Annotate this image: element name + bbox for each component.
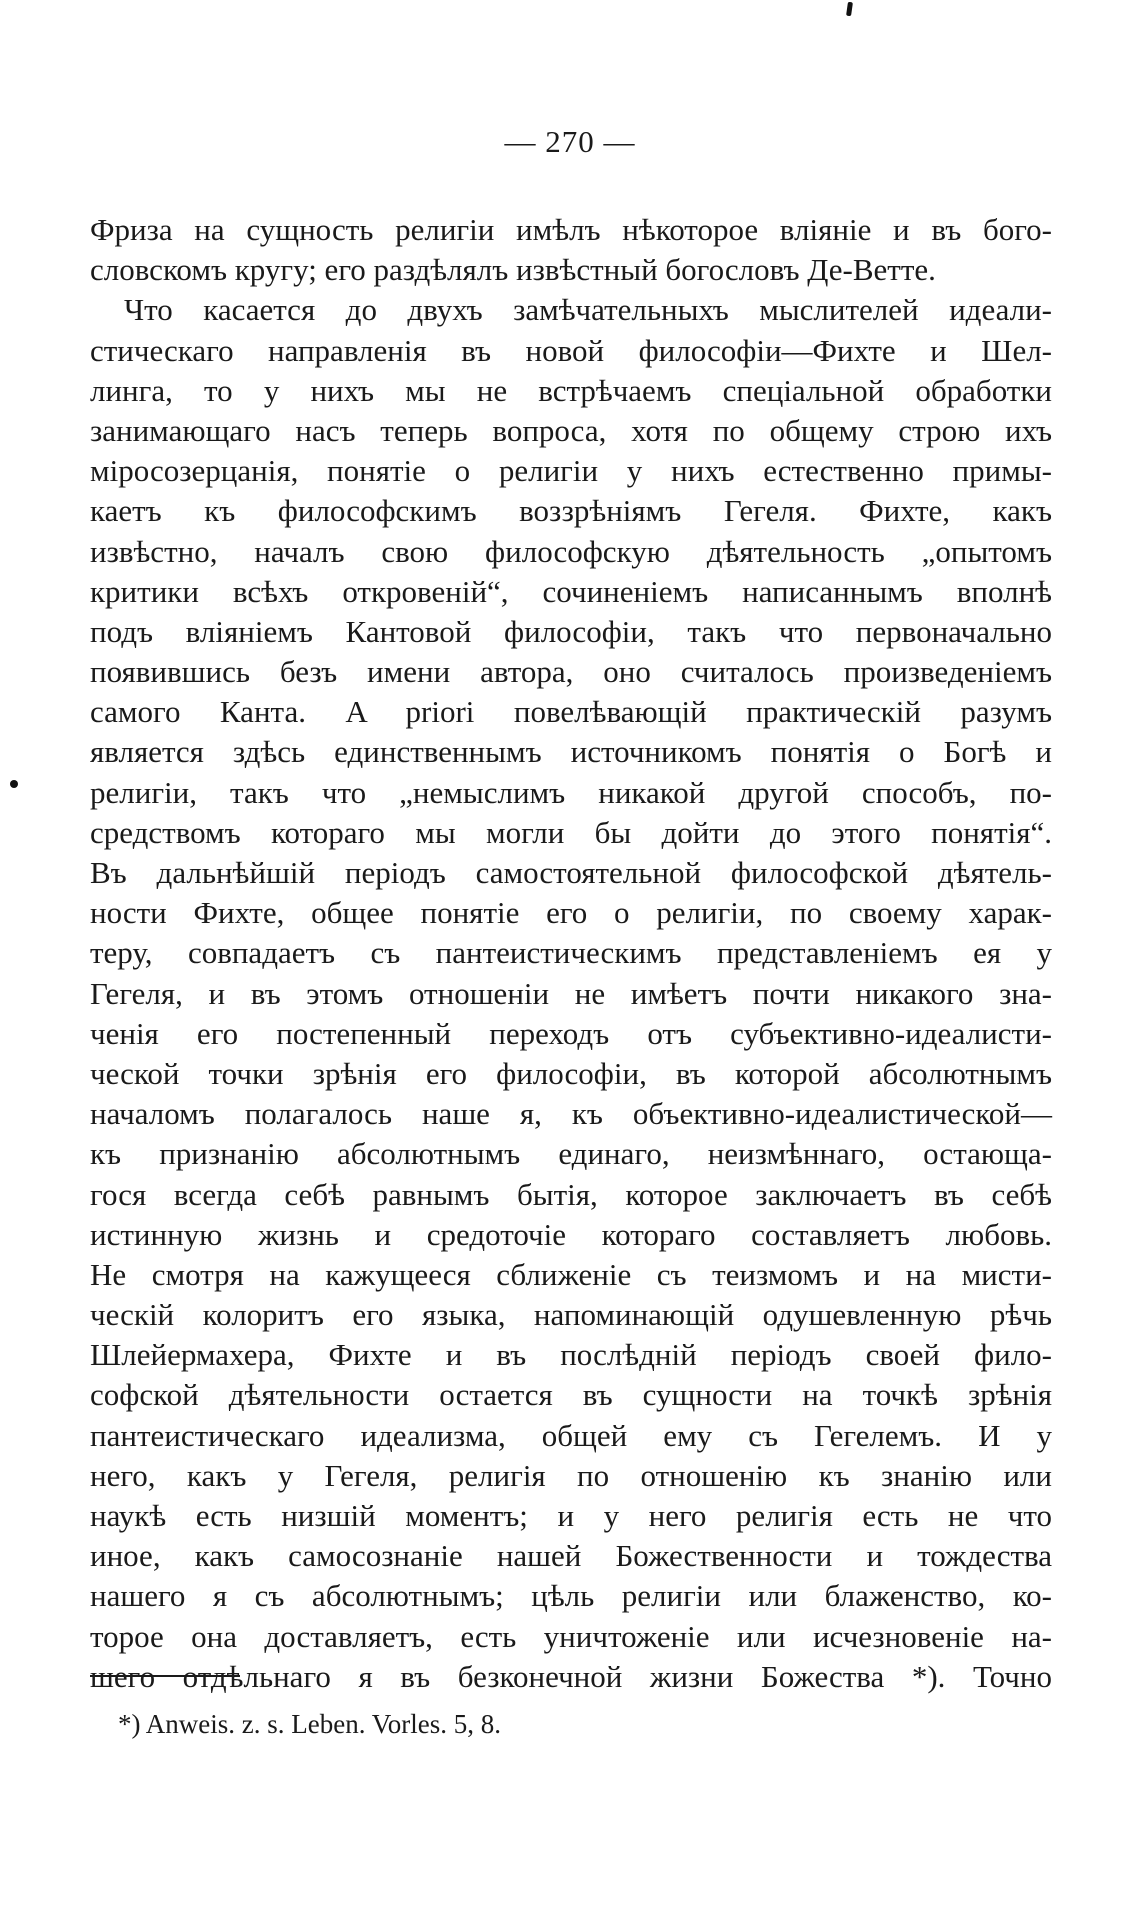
- text-line: самого Канта. A priori повелѣвающій практическій разумъ: [90, 694, 1052, 730]
- text-line: религіи, такъ что „немыслимъ никакой другой способъ, по-: [90, 774, 1052, 810]
- text-line: ности Фихте, общее понятіе его о религіи, по своему харак-: [90, 895, 1052, 931]
- text-line: появившись безъ имени автора, оно считалось произведеніемъ: [90, 654, 1052, 690]
- print-speck-top: [846, 2, 853, 17]
- text-line: него, какъ у Гегеля, религія по отношенію къ знанію или: [90, 1457, 1052, 1493]
- page-number: — 270 —: [504, 124, 636, 159]
- text-line: Шлейермахера, Фихте и въ послѣдній періодъ своей фило-: [90, 1337, 1052, 1373]
- text-line: Не смотря на кажущееся сближеніе съ теизмомъ и на мисти-: [90, 1256, 1052, 1292]
- text-line: каетъ къ философскимъ воззрѣніямъ Гегеля. Фихте, какъ: [90, 493, 1052, 529]
- print-speck-margin: [10, 780, 18, 788]
- text-line: наукѣ есть низшій моментъ; и у него религія есть не что: [90, 1498, 1052, 1533]
- text-line: средствомъ котораго мы могли бы дойти до этого понятія“.: [90, 814, 1052, 850]
- text-line: критики всѣхъ откровеній“, сочиненіемъ написаннымъ вполнѣ: [90, 573, 1052, 609]
- text-line: теру, совпадаетъ съ пантеистическимъ представленіемъ ея у: [90, 935, 1052, 971]
- footnote: *) Anweis. z. s. Leben. Vorles. 5, 8.: [118, 1709, 501, 1739]
- text-line: ческой точки зрѣнія его философіи, въ которой абсолютнымъ: [90, 1055, 1052, 1091]
- text-line: міросозерцанія, понятіе о религіи у нихъ естественно примы-: [90, 453, 1052, 489]
- footnote-divider: [90, 1675, 240, 1677]
- text-line: Въ дальнѣйшій періодъ самостоятельной философской дѣятель-: [90, 855, 1052, 890]
- text-line: иное, какъ самосознаніе нашей Божественности и тождества: [90, 1538, 1052, 1574]
- text-line: шего отдѣльнаго я въ безконечной жизни Божества *). Точно: [90, 1658, 1052, 1694]
- text-line: извѣстно, началъ свою философскую дѣятельность „опытомъ: [90, 533, 1052, 569]
- text-line: Фриза на сущность религіи имѣлъ нѣкоторое вліяніе и въ бого-: [90, 212, 1052, 247]
- text-line: торое она доставляетъ, есть уничтоженіе или исчезновеніе на-: [90, 1618, 1052, 1654]
- text-line: является здѣсь единственнымъ источникомъ понятія о Богѣ и: [90, 734, 1052, 770]
- text-line: началомъ полагалось наше я, къ объективно-идеалистической—: [90, 1096, 1052, 1132]
- text-line: словскомъ кругу; его раздѣлялъ извѣстный богословъ Де-Ветте.: [90, 252, 936, 288]
- text-line: гося всегда себѣ равнымъ бытія, которое заключаетъ въ себѣ: [90, 1176, 1052, 1212]
- text-line: къ признанію абсолютнымъ единаго, неизмѣннаго, остающа-: [90, 1136, 1052, 1172]
- text-line: стическаго направленія въ новой философіи—Фихте и Шел-: [90, 332, 1052, 368]
- text-line: Что касается до двухъ замѣчательныхъ мыслителей идеали-: [124, 292, 1052, 328]
- text-line: истинную жизнь и средоточіе котораго составляетъ любовь.: [90, 1216, 1052, 1252]
- text-line: ческій колоритъ его языка, напоминающій одушевленную рѣчь: [90, 1297, 1052, 1333]
- text-line: подъ вліяніемъ Кантовой философіи, такъ что первоначально: [90, 613, 1052, 649]
- text-line: нашего я съ абсолютнымъ; цѣль религіи или блаженство, ко-: [90, 1578, 1052, 1614]
- text-line: пантеистическаго идеализма, общей ему съ Гегелемъ. И у: [90, 1417, 1052, 1453]
- text-line: линга, то у нихъ мы не встрѣчаемъ спеціальной обработки: [90, 372, 1052, 408]
- text-line: софской дѣятельности остается въ сущности на точкѣ зрѣнія: [90, 1377, 1052, 1413]
- text-line: ченія его постепенный переходъ отъ субъективно-идеалисти-: [90, 1015, 1052, 1051]
- text-line: занимающаго насъ теперь вопроса, хотя по общему строю ихъ: [90, 412, 1052, 448]
- body-text: [90, 210, 1052, 1697]
- text-line: Гегеля, и въ этомъ отношеніи не имѣетъ почти никакого зна-: [90, 975, 1052, 1011]
